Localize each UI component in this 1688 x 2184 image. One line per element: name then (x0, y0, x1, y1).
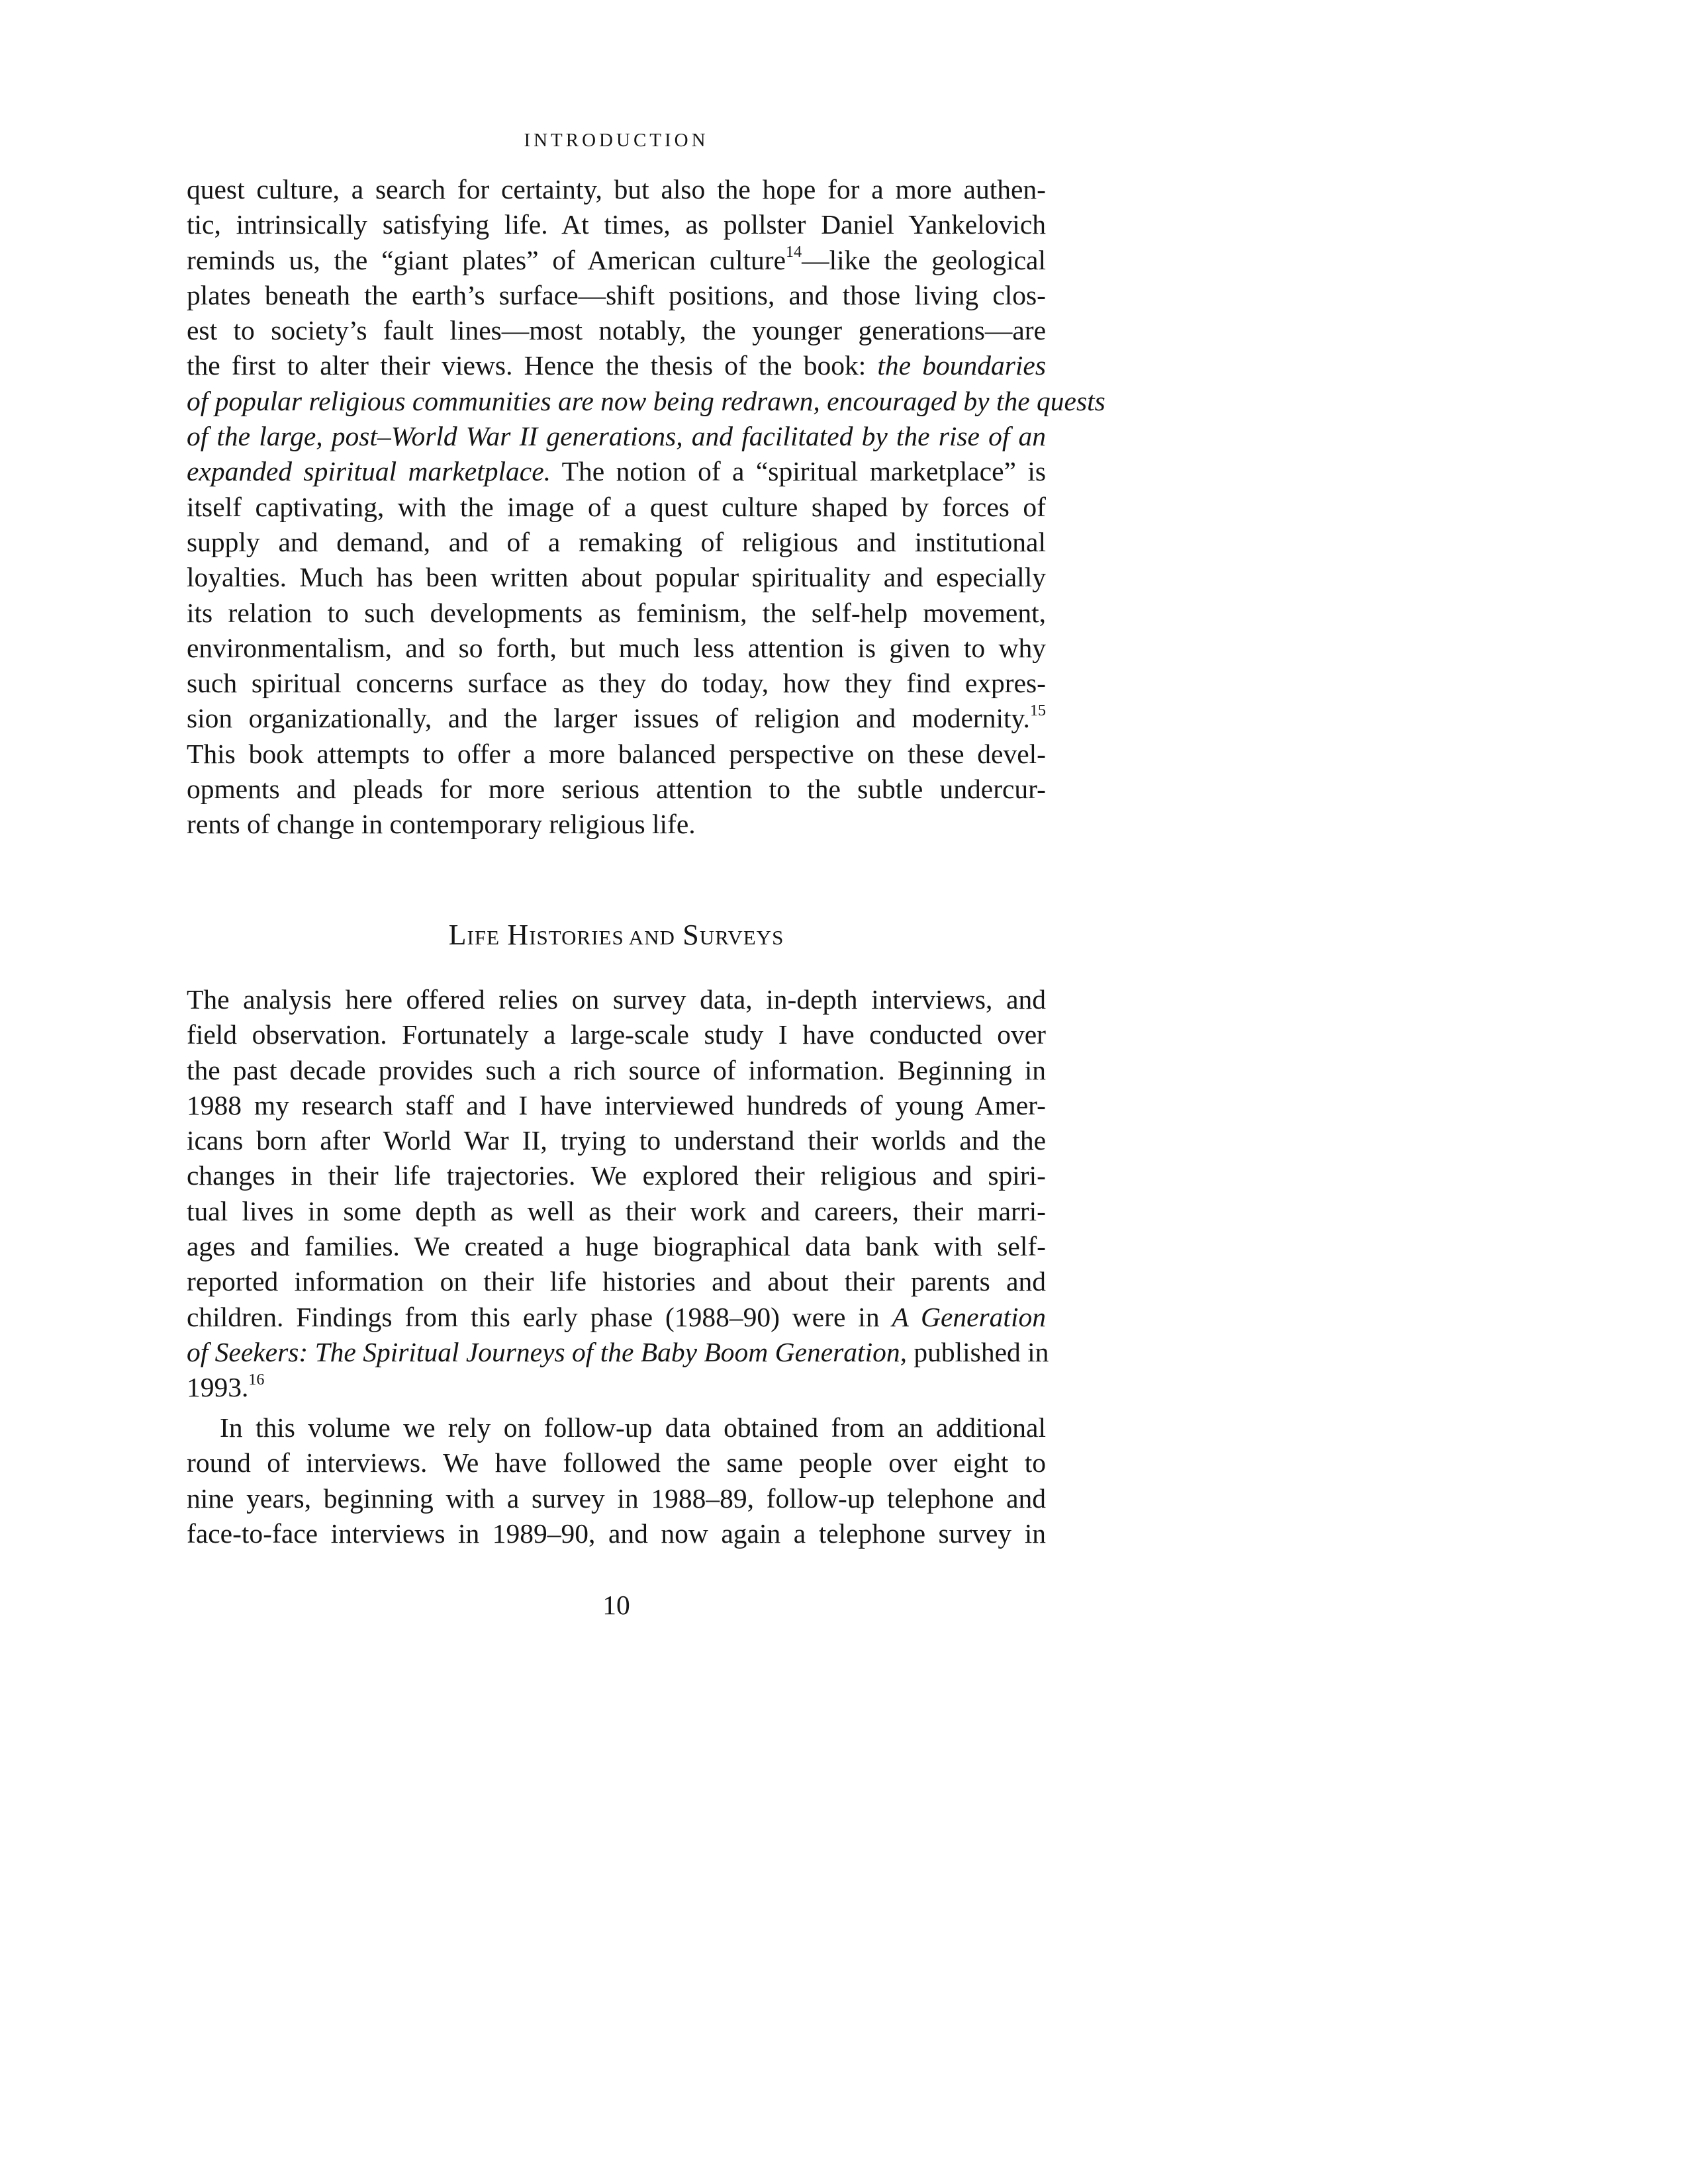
text-line: plates beneath the earth’s surface—shift positions, and those living clos- (187, 279, 1046, 310)
text-line: In this volume we rely on follow-up data obtained from an additional (220, 1412, 1046, 1443)
text-line: field observation. Fortunately a large-scale study I have conducted over (187, 1019, 1046, 1050)
text-line (187, 454, 1046, 489)
text-line: round of interviews. We have followed the same people over eight to (187, 1447, 1046, 1479)
thesis-emphasis: of popular religious communities are now being redrawn, encouraged by the quests (187, 385, 1105, 416)
text-line: rents of change in contemporary religious life. (187, 809, 696, 840)
book-title: of Seekers: The Spiritual Journeys of the Baby Boom Generation, (187, 1336, 907, 1367)
text-run: sion organizationally, and the larger issues of religion and modernity. (187, 703, 1030, 734)
text-line (187, 1370, 1046, 1405)
text-line: itself captivating, with the image of a quest culture shaped by forces of (187, 491, 1046, 522)
text-run: children. Findings from this early phase (1988–90) were in (187, 1301, 892, 1332)
text-line: ages and families. We created a huge biographical data bank with self- (187, 1231, 1046, 1262)
text-line: opments and pleads for more serious attention to the subtle undercur- (187, 774, 1046, 805)
text-line (187, 384, 1105, 419)
text-line: loyalties. Much has been written about popular spirituality and especially (187, 562, 1046, 593)
text-line: tual lives in some depth as well as their work and careers, their marri- (187, 1195, 1046, 1226)
text-run: 1993. (187, 1372, 249, 1403)
text-line: supply and demand, and of a remaking of religious and institutional (187, 526, 1046, 557)
thesis-emphasis: of the large, post–World War II generations, and facilitated by the rise of an (187, 421, 1046, 452)
text-run: reminds us, the “giant plates” of American culture (187, 244, 786, 275)
text-line: the past decade provides such a rich source of information. Beginning in (187, 1054, 1046, 1085)
book-title: A Generation (892, 1301, 1046, 1332)
text-run: published in (907, 1336, 1049, 1367)
paragraph-follow-up (187, 1410, 1046, 1551)
text-line: changes in their life trajectories. We explored their religious and spiri- (187, 1160, 1046, 1191)
text-line: such spiritual concerns surface as they do today, how they find expres- (187, 668, 1046, 699)
text-line: This book attempts to offer a more balanced perspective on these devel- (187, 738, 1046, 769)
paragraph-quest-culture (187, 172, 1105, 842)
text-line (187, 701, 1046, 736)
section-heading: LIFE HISTORIES AND SURVEYS (448, 919, 784, 951)
text-line (187, 419, 1046, 454)
text-line: tic, intrinsically satisfying life. At times, as pollster Daniel Yankelovich (187, 209, 1046, 240)
text-line: reported information on their life histories and about their parents and (187, 1266, 1046, 1297)
text-line (187, 243, 1046, 278)
text-run: —like the geological (802, 244, 1046, 275)
text-line (187, 1335, 1049, 1370)
text-line: nine years, beginning with a survey in 1988–89, follow-up telephone and (187, 1482, 1046, 1514)
page-number: 10 (602, 1590, 630, 1620)
text-line: face-to-face interviews in 1989–90, and now again a telephone survey in (187, 1518, 1046, 1549)
paragraph-analysis (187, 982, 1049, 1406)
text-line: 1988 my research staff and I have interviewed hundreds of young Amer- (187, 1089, 1046, 1120)
thesis-emphasis: expanded spiritual marketplace. (187, 456, 551, 487)
footnote-marker: 15 (1029, 702, 1046, 720)
text-run: the first to alter their views. Hence the thesis of the book: (187, 350, 878, 381)
text-line (187, 1300, 1046, 1335)
text-line: icans born after World War II, trying to understand their worlds and the (187, 1125, 1046, 1156)
running-head: INTRODUCTION (524, 130, 709, 151)
footnote-marker: 16 (248, 1371, 265, 1388)
text-run: The notion of a “spiritual marketplace” is (551, 456, 1046, 487)
text-line: environmentalism, and so forth, but much less attention is given to why (187, 632, 1046, 663)
text-line: quest culture, a search for certainty, but also the hope for a more authen- (187, 174, 1046, 205)
text-line (187, 348, 1046, 383)
thesis-emphasis: the boundaries (877, 350, 1046, 381)
footnote-marker: 14 (786, 244, 802, 261)
text-line: est to society’s fault lines—most notably, the younger generations—are (187, 315, 1046, 346)
text-line: its relation to such developments as feminism, the self-help movement, (187, 597, 1046, 628)
text-line: The analysis here offered relies on survey data, in-depth interviews, and (187, 984, 1046, 1015)
